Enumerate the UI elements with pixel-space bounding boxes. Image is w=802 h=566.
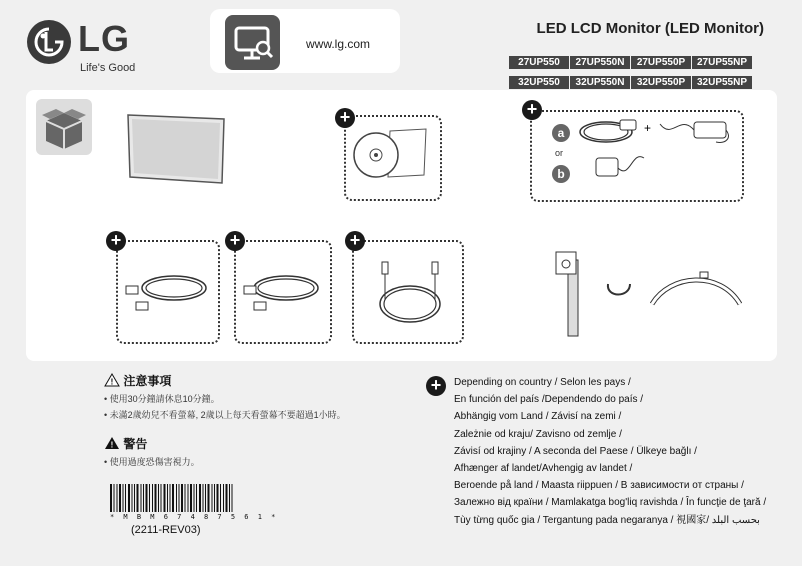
barcode-bar [134,484,135,512]
warning-line: • 使用過度恐傷害視力。 [104,457,200,467]
option-a-badge: a [552,124,570,142]
barcode-bar [119,484,121,512]
barcode-bar [158,484,159,512]
model-badge: 27UP550 [509,56,569,69]
barcode-bar [196,484,197,512]
barcode-bar [114,484,115,512]
barcode-bar [117,484,118,512]
barcode-bar [208,484,210,512]
or-label: or [555,148,564,158]
model-list [508,52,758,92]
barcode-bar [232,484,233,512]
monitor-image [126,113,226,190]
warning-triangle-icon [104,436,120,450]
barcode-bar [203,484,204,512]
caution-title: 注意事項 [123,374,172,388]
stand-base-icon [650,268,742,317]
barcode-bar [141,484,142,512]
barcode-bar [176,484,177,512]
model-badge: 32UP550 [509,76,569,89]
model-badge: 32UP550N [570,76,630,89]
stand-body-icon [550,250,590,345]
barcode-bar [125,484,126,512]
barcode-digits: * M B M 6 7 4 8 7 5 6 1 * [110,513,278,521]
barcode-bar [205,484,206,512]
barcode-bar [161,484,162,512]
country-note-line: Zależnie od kraju/ Zavisno od zemlje / [454,428,622,440]
country-note-line: Abhängig vom Land / Závisí na zemi / [454,411,622,423]
optional-plus-icon: + [426,376,446,396]
revision-code: (2211-REV03) [131,524,201,536]
model-badge: 32UP550P [631,76,691,89]
barcode-bar [143,484,144,512]
warning-title: 警告 [123,437,148,451]
brand-name: LG [78,18,130,59]
barcode-bar [170,484,171,512]
model-badge: 27UP550N [570,56,630,69]
country-note-line: Залежно від країни / Mamlakatga bog'liq ravishda / În funcţie de ţară / [454,497,767,509]
barcode-bar [185,484,186,512]
caution-section [104,372,404,468]
caution-triangle-icon [104,373,120,387]
product-title: LED LCD Monitor (LED Monitor) [536,20,764,37]
hdmi-cable-icon [120,262,212,323]
barcode-bar [217,484,219,512]
caution-line: • 使用30分鐘請休息10分鐘。 [104,394,220,404]
barcode-bar [194,484,195,512]
barcode-bar [229,484,230,512]
country-note-line: Závisí od krajiny / A seconda del Paese / Ülkeye bağlı / [454,445,697,457]
box-contents-icon [36,99,92,155]
barcode-bar [190,484,192,512]
barcode [108,484,238,514]
barcode-bar [137,484,139,512]
country-note-line: Tùy từng quốc gia / Tergantung pada negaranya / 視國家/ بحسب البلد [454,514,760,526]
barcode-bar [152,484,153,512]
barcode-bar [172,484,174,512]
barcode-bar [226,484,228,512]
barcode-bar [149,484,150,512]
model-badge: 27UP550P [631,56,691,69]
barcode-bar [212,484,213,512]
brand-tagline: Life's Good [80,62,136,74]
svg-text:!: ! [110,440,114,450]
barcode-bar [214,484,215,512]
svg-text:+: + [644,121,652,135]
barcode-bar [128,484,130,512]
optional-plus-icon: + [225,231,245,251]
barcode-bar [199,484,201,512]
barcode-bar [155,484,157,512]
optional-plus-icon: + [106,231,126,251]
barcode-bar [223,484,224,512]
barcode-bar [188,484,189,512]
option-b-badge: b [552,165,570,183]
stand-clip-icon [604,280,634,305]
svg-text:!: ! [110,377,114,387]
country-note-line: Depending on country / Selon les pays / [454,377,631,388]
barcode-bar [220,484,221,512]
caution-line: • 未滿2歲幼兒不看螢幕, 2歲以上每天看螢幕不要超過1小時。 [104,410,346,420]
country-note [454,374,802,529]
country-note-line: Beroende på land / Maasta riippuen / В зависимости от страны / [454,480,744,492]
monitor-search-icon [225,15,280,70]
barcode-bar [167,484,168,512]
barcode-bar [164,484,166,512]
barcode-bar [132,484,133,512]
model-badge: 27UP55NP [692,56,752,69]
model-badge: 32UP55NP [692,76,752,89]
country-note-line: En función del país /Dependendo do país / [454,394,644,406]
dp-cable-icon [238,262,324,323]
barcode-bar [110,484,112,512]
optional-plus-icon: + [522,100,542,120]
optional-plus-icon: + [345,231,365,251]
country-note-line: Afhænger af landet/Avhengig av landet / [454,463,633,475]
cd-icon [352,125,432,190]
lg-logo-icon [27,20,71,64]
barcode-bar [123,484,124,512]
barcode-bar [181,484,183,512]
optional-plus-icon: + [335,108,355,128]
website-url[interactable]: www.lg.com [306,37,371,51]
barcode-bar [146,484,148,512]
usb-cable-icon [370,256,450,337]
barcode-bar [179,484,180,512]
power-cord-icon [576,110,736,195]
